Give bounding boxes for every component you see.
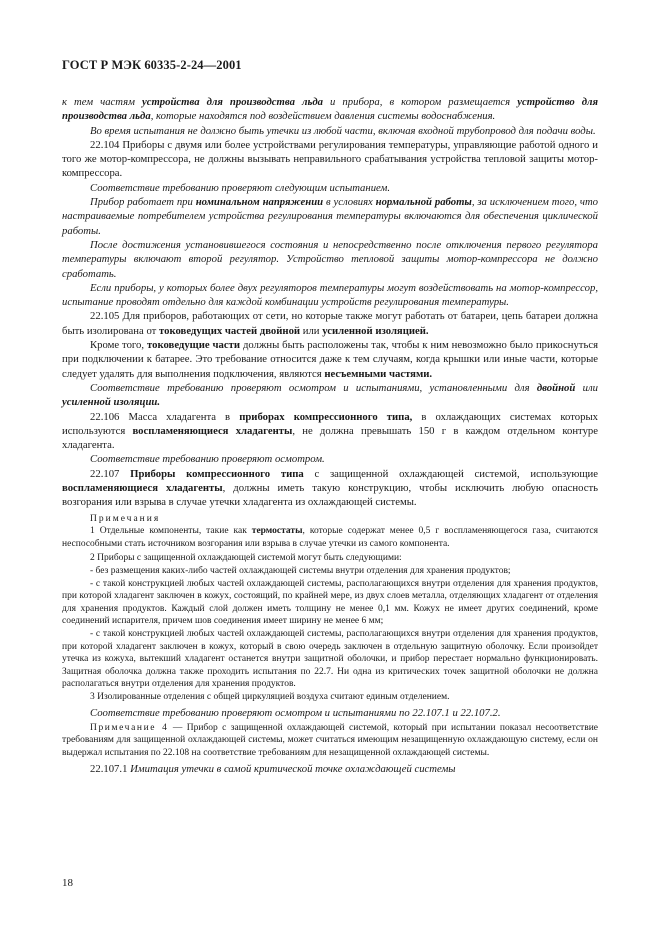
compliance-note: Соответствие требованию проверяют следующим испытанием.	[90, 181, 391, 194]
note-2-item: - с такой конструкцией любых частей охлаждающей системы, располагающихся внутри отделения для хранения продуктов, при которой хладагент заключен в кожух, состоящий, по крайней мере, из двух слоев металла, отделяющих хладагент от отделения для хранения продуктов. Каждый слой должен иметь толщину не менее 0,1 мм. Кожух не имеет других соединений, кроме соединений испарителя, причем шов соединения имеет ширину не менее 6 мм;	[62, 578, 598, 627]
note-2-item: - с такой конструкцией любых частей охлаждающей системы, располагающихся внутри отделения для хранения продуктов, при которой хладагент заключен в кожух, который в свою очередь заключен в отдельную защитную оболочку. Если произойдет утечка из кожуха, вытекший хладагент останется внутри защитной оболочки, и прибор перестает нормально функционировать. Защитная оболочка должна также проходить испытания по 22.7. Ни одна из критических точек защитной оболочки не должна располагаться внутри отделения для хранения продуктов.	[62, 628, 598, 690]
clause-22-107-1: 22.107.1 Имитация утечки в самой критической точке охлаждающей системы	[90, 762, 456, 775]
clause-22-105: 22.105 Для приборов, работающих от сети, но которые также могут работать от батареи, цепь батареи должна быть изолирована от токоведущих частей двойной или усиленной изоляцией.	[62, 310, 598, 337]
compliance-note: Соответствие требованию проверяют осмотром и испытаниями, установленными для двойной или усиленной изоляции.	[62, 381, 598, 409]
paragraph: Кроме того, токоведущие части должны быть расположены так, чтобы к ним невозможно было прикоснуться при подключении к батарее. Это требование относится даже к тем случаям, когда крышки или иные части, которые следует удалять для выполнения подключения, являются несъемными частями.	[62, 339, 599, 380]
page-number: 18	[62, 877, 73, 889]
compliance-note: Соответствие требованию проверяют осмотром и испытаниями по 22.107.1 и 22.107.2.	[90, 706, 501, 719]
paragraph: Если приборы, у которых более двух регуляторов температуры могут воздействовать на мотор-компрессор, испытание проводят отдельно для каждой комбинации устройств регулирования температуры.	[62, 281, 598, 309]
notes-heading: Примечания	[90, 513, 161, 524]
clause-22-106: 22.106 Масса хладагента в приборах компрессионного типа, в охлаждающих системах которых используются воспламеняющиеся хладагенты, не должна превышать 150 г в каждом отдельном контуре хладагента.	[62, 410, 598, 452]
note-4: Примечание 4 — Прибор с защищенной охлаждающей системой, который при испытании показал несоответствие требованиям для защищенной охлаждающей системы, может считаться имеющим незащищенную охлаждающую систему, если он выдержал испытания по 22.108 на соответствие требованиям для незащищенной охлаждающей системы.	[62, 722, 598, 758]
note-1: 1 Отдельные компоненты, такие как термостаты, которые содержат менее 0,5 г воспламеняющегося газа, считаются неспособными стать источником возгорания или взрыва в случае утечки из самого компонента.	[62, 526, 598, 549]
page-header: ГОСТ Р МЭК 60335-2-24—2001	[62, 58, 242, 72]
paragraph: к тем частям устройства для производства льда и прибора, в котором размещается устройство для производства льда, которые находятся под воздействием давления системы водоснабжения.	[62, 96, 599, 123]
clause-22-107: 22.107 Приборы компрессионного типа с защищенной охлаждающей системой, использующие воспламеняющиеся хладагенты, должны иметь такую конструкцию, чтобы исключить любую опасность возгорания или взрыва в случае утечки хладагента из охлаждающей системы.	[62, 467, 599, 509]
document-body	[62, 95, 598, 776]
clause-22-104: 22.104 Приборы с двумя или более устройствами регулирования температуры, управляющие работой одного и того же мотор-компрессора, не должны вызывать неправильного срабатывания устройства тепловой защиты мотор-компрессора.	[62, 138, 598, 180]
compliance-note: Соответствие требованию проверяют осмотром.	[90, 453, 325, 466]
note-3: 3 Изолированные отделения с общей циркуляцией воздуха считают единым отделением.	[90, 691, 450, 702]
paragraph: Прибор работает при номинальном напряжении в условиях нормальной работы, за исключением того, что настраиваемые потребителем устройства регулирования температуры включаются для обеспечения циклической работы.	[62, 196, 599, 237]
paragraph: После достижения установившегося состояния и непосредственно после отключения первого регулятора температуры включают второй регулятор. Устройство тепловой защиты мотор-компрессора не должно сработать.	[62, 238, 598, 280]
paragraph: Во время испытания не должно быть утечки из любой части, включая входной трубопровод для подачи воды.	[90, 124, 596, 137]
note-2: 2 Приборы с защищенной охлаждающей системой могут быть следующими:	[90, 553, 402, 564]
note-2-item: - без размещения каких-либо частей охлаждающей системы внутри отделения для хранения продуктов;	[90, 565, 511, 576]
